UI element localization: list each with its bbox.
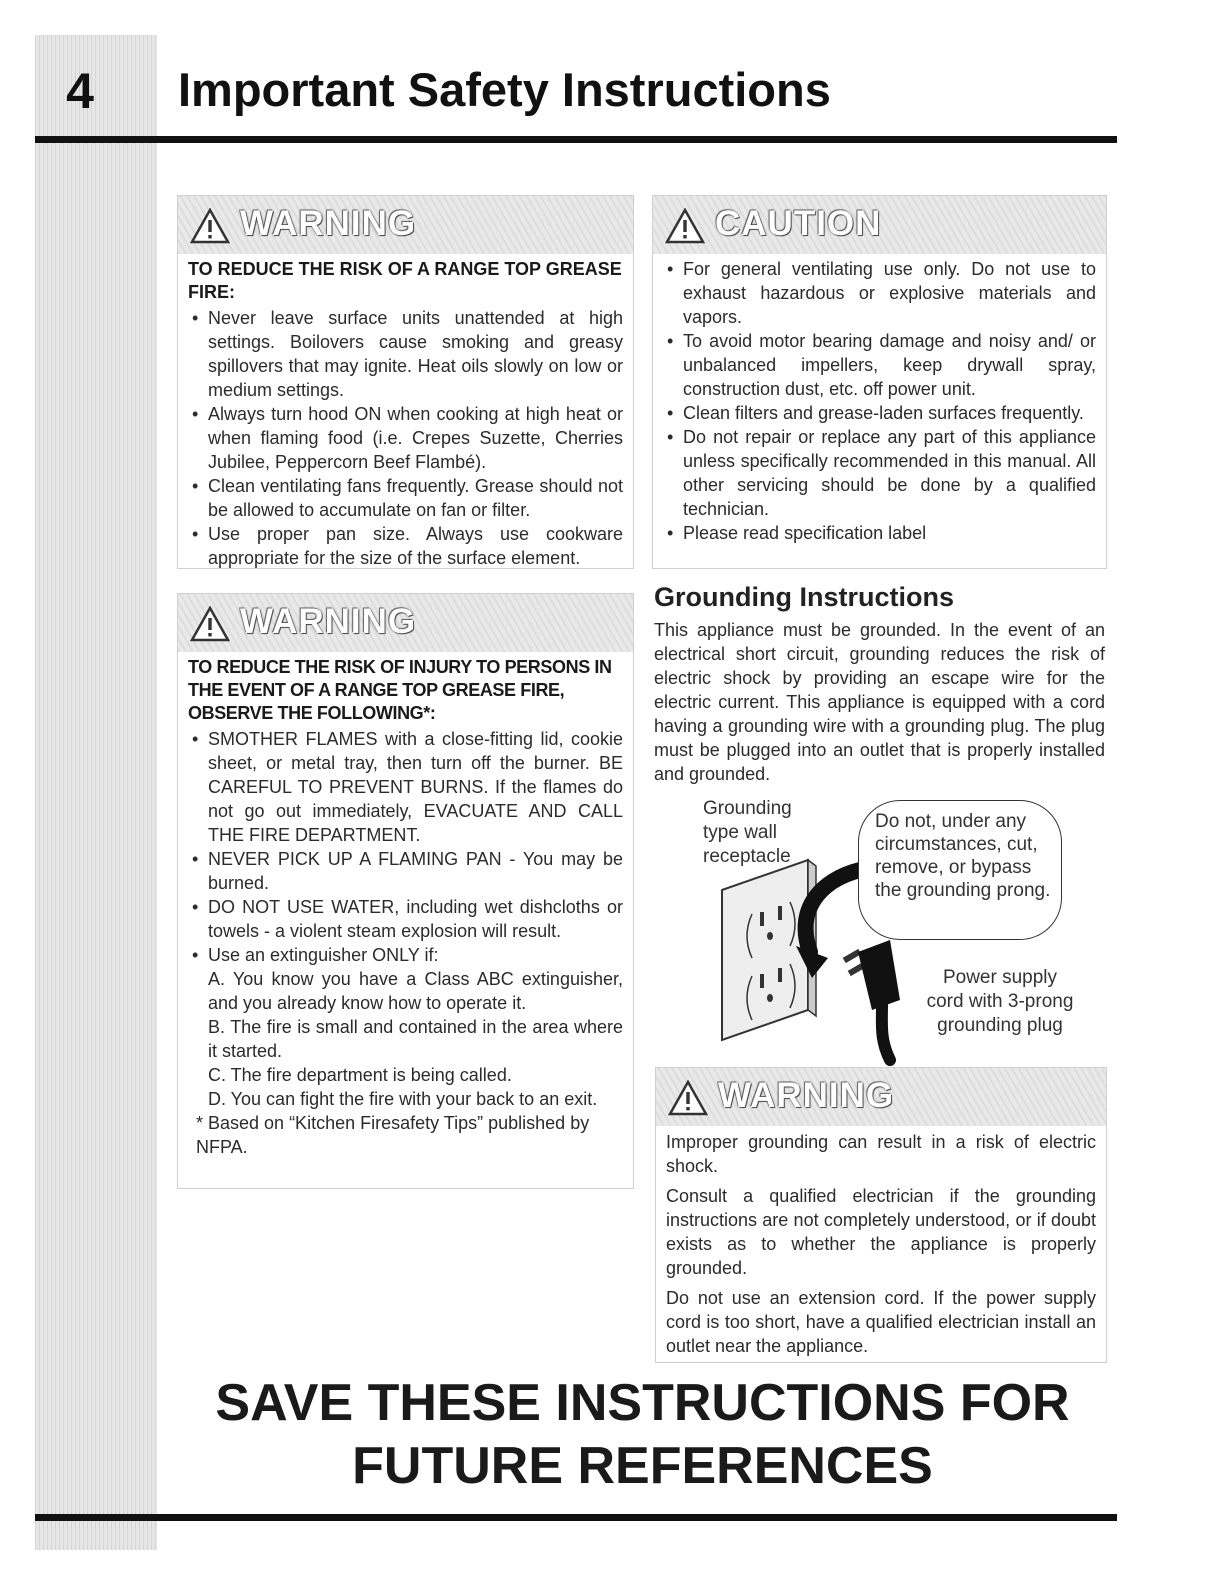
warning-box-grounding <box>655 1067 1107 1363</box>
warning-bullet: • Never leave surface units unattended at high settings. Boilovers cause smoking and greasy spillovers that may ignite. Heat oils slowly on low or medium settings. <box>188 306 623 402</box>
footnote: * Based on “Kitchen Firesafety Tips” published by NFPA. <box>196 1113 590 1157</box>
warning-header <box>178 196 633 254</box>
extinguisher-condition: C. The fire department is being called. <box>208 1065 512 1085</box>
grounding-heading: Grounding Instructions <box>654 582 954 612</box>
warning-paragraph: Consult a qualified electrician if the grounding instructions are not completely understood, or if doubt exists as to whether the appliance is properly grounded. <box>666 1186 1096 1278</box>
top-rule <box>35 136 1117 143</box>
plug-icon <box>843 940 900 1060</box>
warning-bullet: • SMOTHER FLAMES with a close-fitting lid, cookie sheet, or metal tray, then turn off the burner. BE CAREFUL TO PREVENT BURNS. If the flames do not go out immediately, EVACUATE AND CALL THE FIRE DEPARTMENT. <box>188 727 623 847</box>
caution-box <box>652 195 1107 569</box>
extinguisher-condition: B. The fire is small and contained in the area where it started. <box>208 1017 623 1061</box>
warning-paragraph: Improper grounding can result in a risk of electric shock. <box>666 1132 1096 1176</box>
caution-bullet: • Do not repair or replace any part of this appliance unless specifically recommended in this manual. All other servicing should be done by a qualified technician. <box>663 425 1096 521</box>
warning-triangle-icon <box>190 606 230 642</box>
page-side-strip <box>35 35 157 1550</box>
warning-header <box>656 1068 1106 1126</box>
page-title: Important Safety Instructions <box>178 63 831 116</box>
warning-bullet: • Clean ventilating fans frequently. Grease should not be allowed to accumulate on fan or filter. <box>188 474 623 522</box>
receptacle-label: Grounding type wall receptacle <box>703 798 792 867</box>
caution-bullet: • For general ventilating use only. Do not use to exhaust hazardous or explosive materials and vapors. <box>663 257 1096 329</box>
extinguisher-condition: A. You know you have a Class ABC extinguisher, and you already know how to operate it. <box>208 969 623 1013</box>
warning-paragraph: Do not use an extension cord. If the power supply cord is too short, have a qualified electrician install an outlet near the appliance. <box>666 1288 1096 1356</box>
caution-bullet: • To avoid motor bearing damage and noisy and/ or unbalanced impellers, keep drywall spray, construction dust, etc. off power unit. <box>663 329 1096 401</box>
warning-header <box>178 594 633 652</box>
grounding-text: This appliance must be grounded. In the event of an electrical short circuit, grounding reduces the risk of electric shock by providing an escape wire for the electric current. This appliance is equipped with a cord having a grounding wire with a grounding plug. The plug must be plugged into an outlet that is properly installed and grounded. <box>654 620 1105 784</box>
warning-triangle-icon <box>190 208 230 244</box>
warning-lead: TO REDUCE THE RISK OF INJURY TO PERSONS IN THE EVENT OF A RANGE TOP GREASE FIRE, OBSERVE THE FOLLOWING*: <box>188 657 612 723</box>
warning-triangle-icon <box>665 208 705 244</box>
warning-bullet: • Use proper pan size. Always use cookware appropriate for the size of the surface element. <box>188 522 623 570</box>
caution-header <box>653 196 1106 254</box>
warning-bullet: • NEVER PICK UP A FLAMING PAN - You may be burned. <box>188 847 623 895</box>
bottom-rule <box>35 1514 1117 1521</box>
caution-heading: CAUTION <box>715 204 882 243</box>
warning-heading: WARNING <box>718 1076 895 1115</box>
callout-text: Do not, under any circumstances, cut, remove, or bypass the grounding prong. <box>875 811 1051 901</box>
warning-bullet: • Always turn hood ON when cooking at high heat or when flaming food (i.e. Crepes Suzette, Cherries Jubilee, Peppercorn Beef Flambé). <box>188 402 623 474</box>
warning-lead: TO REDUCE THE RISK OF A RANGE TOP GREASE FIRE: <box>188 259 622 302</box>
cord-label: Power supply cord with 3-prong grounding plug <box>926 967 1074 1036</box>
caution-bullet: • Please read specification label <box>663 521 1096 545</box>
extinguisher-condition: D. You can fight the fire with your back to an exit. <box>208 1089 598 1109</box>
warning-box-injury <box>177 593 634 1189</box>
warning-bullet: • DO NOT USE WATER, including wet dishcloths or towels - a violent steam explosion will result. <box>188 895 623 943</box>
warning-heading: WARNING <box>240 204 417 243</box>
warning-triangle-icon <box>668 1080 708 1116</box>
caution-bullet: • Clean filters and grease-laden surfaces frequently. <box>663 401 1096 425</box>
warning-heading: WARNING <box>240 602 417 641</box>
warning-bullet: • Use an extinguisher ONLY if: <box>188 943 623 967</box>
save-instructions-line2: FUTURE REFERENCES <box>352 1437 933 1495</box>
save-instructions-line1: SAVE THESE INSTRUCTIONS FOR <box>215 1374 1070 1432</box>
page-number: 4 <box>66 63 94 119</box>
warning-box-grease-fire <box>177 195 634 569</box>
